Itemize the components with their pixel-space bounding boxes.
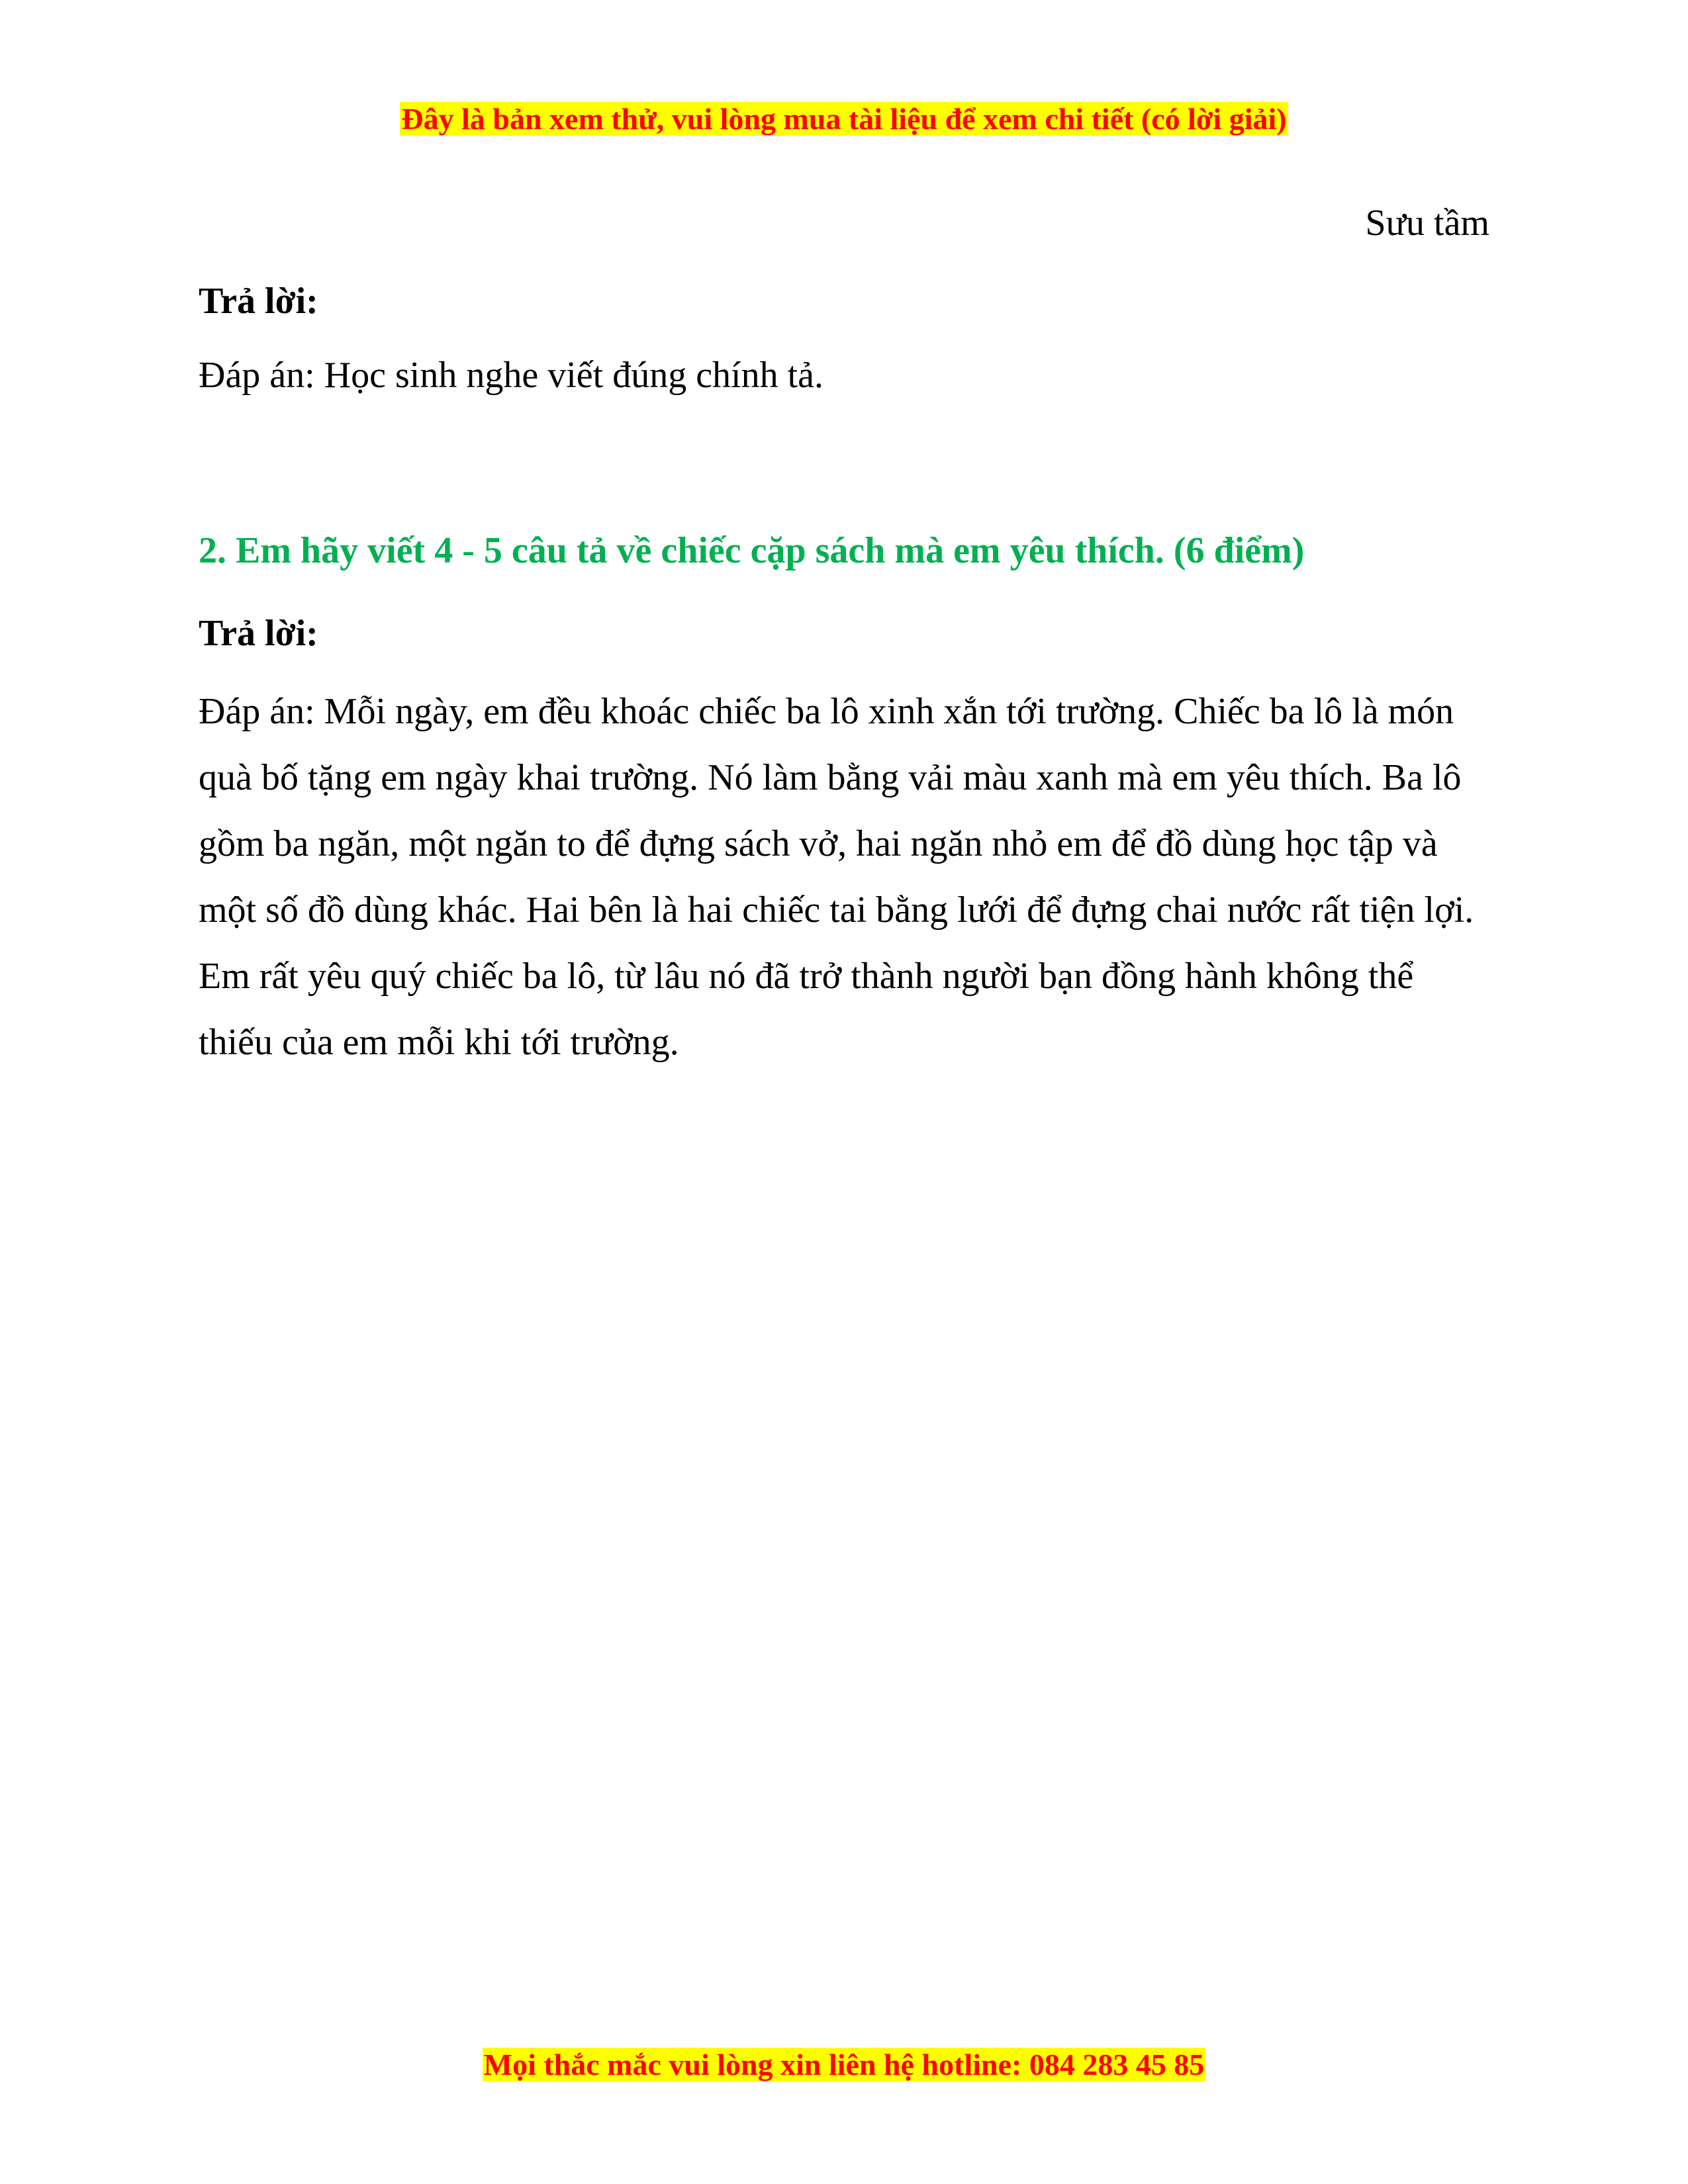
source-credit: Sưu tầm: [1365, 203, 1489, 244]
answer-label: Trả lời:: [199, 613, 318, 654]
preview-notice-text: Đây là bản xem thử, vui lòng mua tài liệu để xem chi tiết (có lời giải): [401, 102, 1287, 136]
answer-text: Đáp án: Học sinh nghe viết đúng chính tả.: [199, 355, 824, 396]
hotline-text: Mọi thắc mắc vui lòng xin liên hệ hotline: 084 283 45 85: [483, 2048, 1205, 2081]
answer-label: Trả lời:: [199, 281, 318, 322]
hotline-banner: [0, 2045, 1688, 2085]
preview-notice-banner: [0, 99, 1688, 139]
question-heading: 2. Em hãy viết 4 - 5 câu tả về chiếc cặp sách mà em yêu thích. (6 điểm): [199, 530, 1305, 571]
answer-text: Đáp án: Mỗi ngày, em đều khoác chiếc ba lô xinh xắn tới trường. Chiếc ba lô là món quà bố tặng em ngày khai trường. Nó làm bằng vải màu xanh mà em yêu thích. Ba lô gồm ba ngăn, một ngăn to để đựng sách vở, hai ngăn nhỏ em để đồ dùng học tập và một số đồ dùng khác. Hai bên là hai chiếc tai bằng lưới để đựng chai nước rất tiện lợi. Em rất yêu quý chiếc ba lô, từ lâu nó đã trở thành người bạn đồng hành không thể thiếu của em mỗi khi tới trường.: [199, 691, 1474, 1063]
document-body: [199, 278, 1489, 1075]
